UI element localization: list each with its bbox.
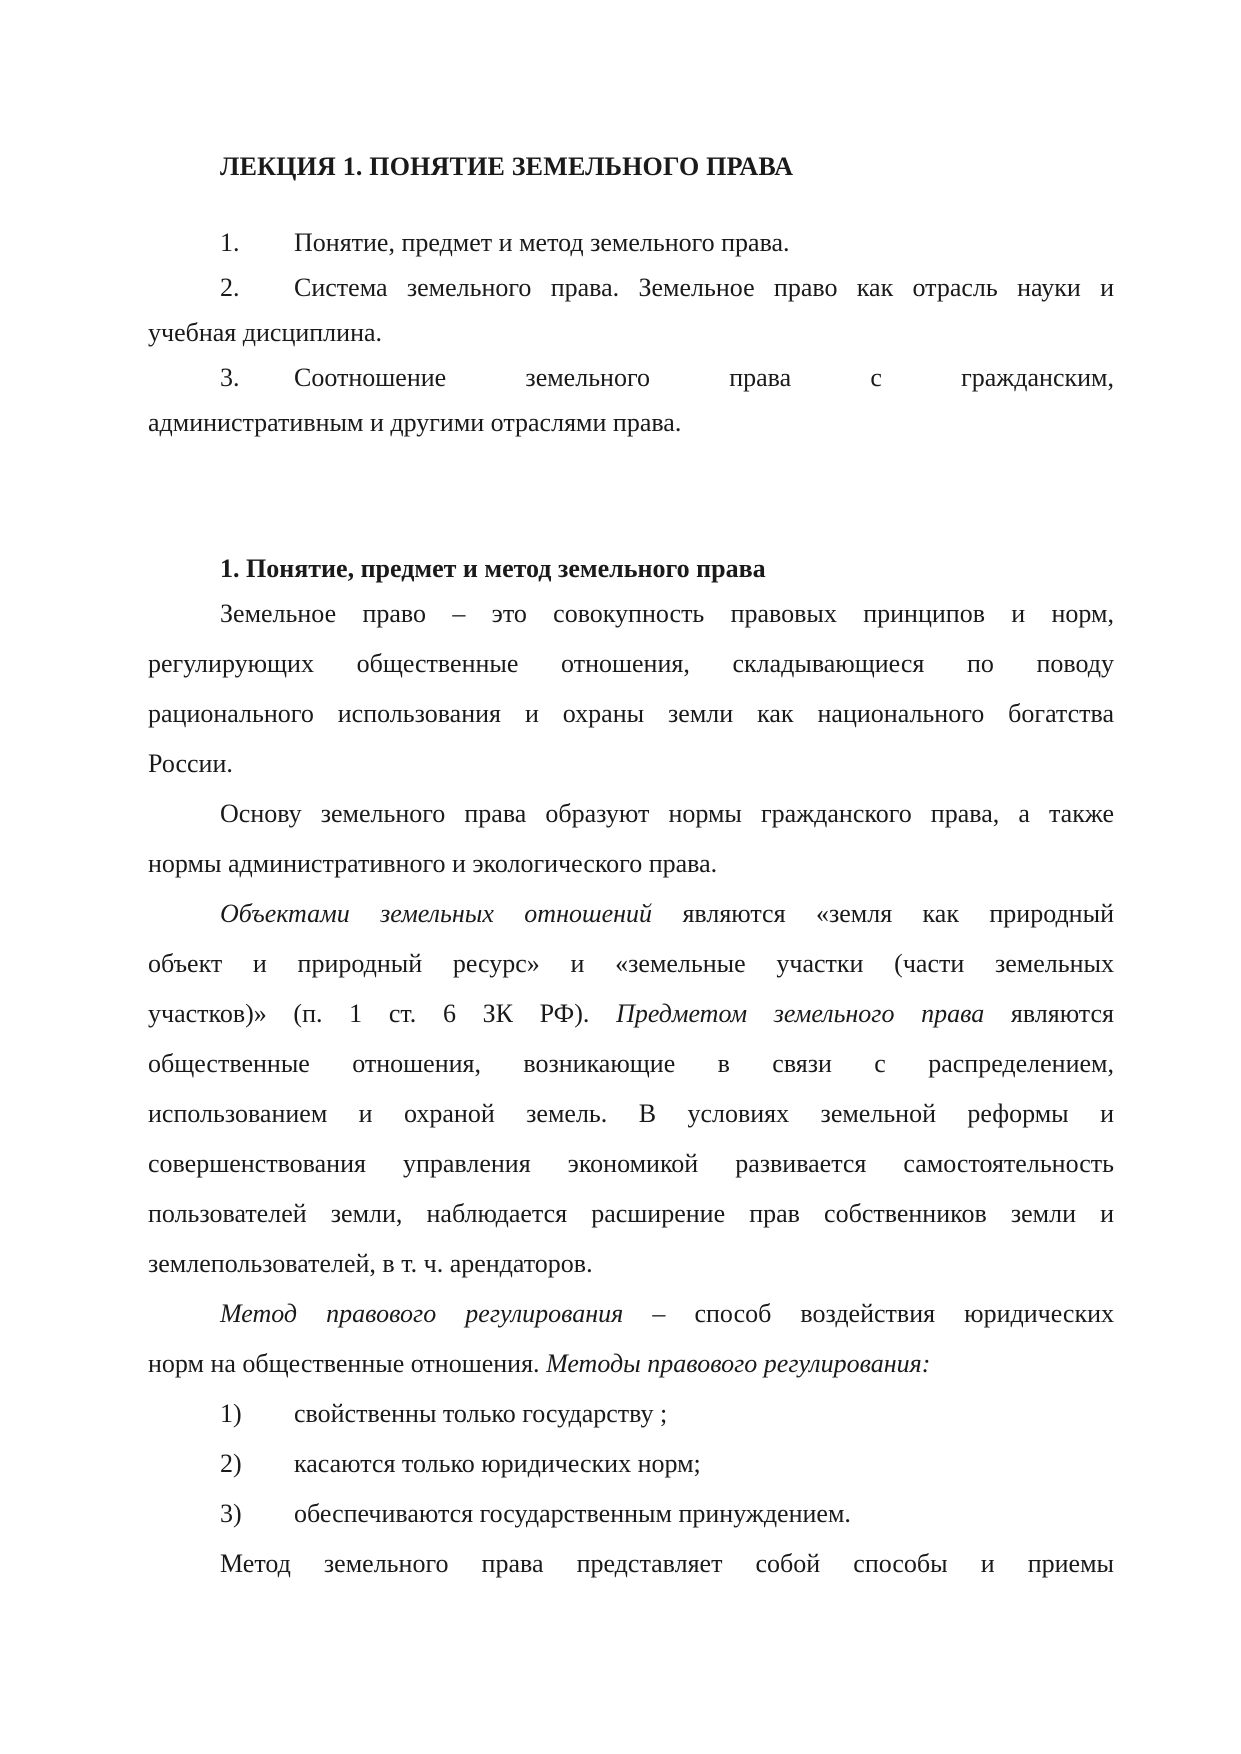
italic-term: Предметом земельного права xyxy=(616,999,985,1028)
outline-item-number: 3. xyxy=(220,363,240,392)
outline-item-text: Понятие, предмет и метод земельного права. xyxy=(294,228,790,257)
paragraph-1-line: Земельное право – это совокупность правовых принципов и норм, xyxy=(220,599,1114,628)
method-list-text: касаются только юридических норм; xyxy=(294,1449,701,1478)
italic-term: Метод правового регулирования xyxy=(220,1299,624,1328)
outline-item-3-line-2: административным и другими отраслями права. xyxy=(148,408,682,437)
word: земельного xyxy=(525,363,650,392)
paragraph-3-line: общественные отношения, возникающие в связи с распределением, xyxy=(148,1049,1114,1078)
paragraph-3-line: землепользователей, в т. ч. арендаторов. xyxy=(148,1249,593,1278)
word: гражданским, xyxy=(961,363,1114,392)
outline-item-3-line-1 xyxy=(294,363,1114,393)
outline-item-2-line-2: учебная дисциплина. xyxy=(148,318,383,347)
section-heading: 1. Понятие, предмет и метод земельного права xyxy=(220,554,766,583)
text-run: – способ воздействия юридических xyxy=(623,1299,1114,1328)
paragraph-3-line: объект и природный ресурс» и «земельные участки (части земельных xyxy=(148,949,1114,978)
word: права xyxy=(729,363,792,392)
text-run: участков)» (п. 1 ст. 6 ЗК РФ). xyxy=(148,999,617,1028)
outline-item-number: 2. xyxy=(220,273,240,302)
paragraph-2-line: Основу земельного права образуют нормы гражданского права, а также xyxy=(220,799,1114,828)
page-title: ЛЕКЦИЯ 1. ПОНЯТИЕ ЗЕМЕЛЬНОГО ПРАВА xyxy=(220,152,794,181)
method-list-number: 2) xyxy=(220,1449,242,1478)
method-list-text: свойственны только государству ; xyxy=(294,1399,668,1428)
method-list-number: 1) xyxy=(220,1399,242,1428)
paragraph-5-line: Метод земельного права представляет собой способы и приемы xyxy=(220,1549,1114,1578)
paragraph-2-line: нормы административного и экологического права. xyxy=(148,849,718,878)
text-run: норм на общественные отношения. xyxy=(148,1349,547,1378)
word: Соотношение xyxy=(294,363,447,392)
outline-item-2-line-1: Система земельного права. Земельное право как отрасль науки и xyxy=(294,273,1114,302)
paragraph-3-line: пользователей земли, наблюдается расширение прав собственников земли и xyxy=(148,1199,1114,1228)
paragraph-3-line xyxy=(148,999,1114,1029)
paragraph-1-line: рационального использования и охраны земли как национального богатства xyxy=(148,699,1114,728)
paragraph-1-line: регулирующих общественные отношения, складывающиеся по поводу xyxy=(148,649,1114,678)
method-list-number: 3) xyxy=(220,1499,242,1528)
paragraph-3-line xyxy=(220,899,1114,929)
word: с xyxy=(870,363,882,392)
text-run: являются «земля как природный xyxy=(652,899,1114,928)
paragraph-4-line xyxy=(220,1299,1114,1329)
method-list-text: обеспечиваются государственным принуждением. xyxy=(294,1499,851,1528)
paragraph-3-line: использованием и охраной земель. В условиях земельной реформы и xyxy=(148,1099,1114,1128)
outline-item-number: 1. xyxy=(220,228,240,257)
paragraph-1-line: России. xyxy=(148,749,233,778)
italic-term: Объектами земельных отношений xyxy=(220,899,653,928)
paragraph-4-line xyxy=(148,1349,930,1379)
paragraph-3-line: совершенствования управления экономикой развивается самостоятельность xyxy=(148,1149,1114,1178)
text-run: являются xyxy=(984,999,1114,1028)
italic-term: Методы правового регулирования: xyxy=(546,1349,931,1378)
